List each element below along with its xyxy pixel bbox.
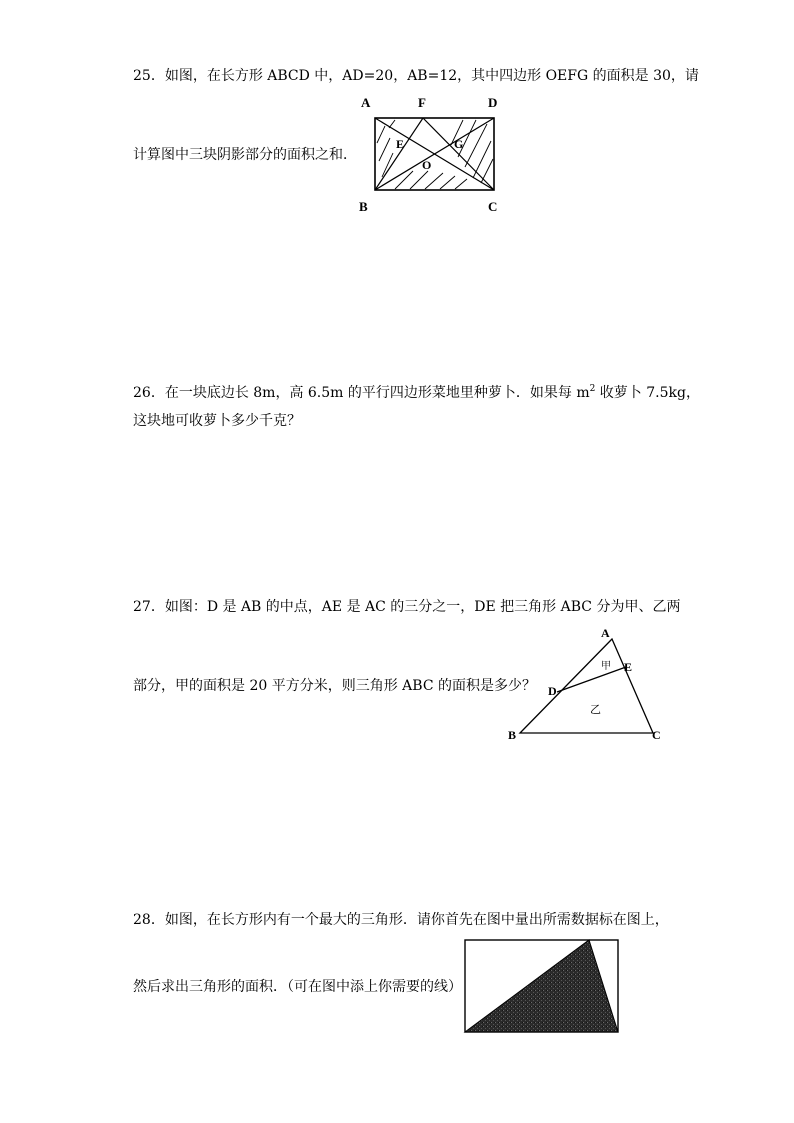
q28-line2: 然后求出三角形的面积．（可在图中添上你需要的线） [133,979,462,995]
q26-line1 [133,380,700,402]
q26-superscript: 2 [589,384,596,394]
q25-label-A: A [361,95,371,110]
q27-label-yi: 乙 [590,703,601,716]
q25-line2: 计算图中三块阴影部分的面积之和． [133,147,357,163]
q26-line1-tail: 收萝卜 7.5kg， [595,385,700,401]
q25-line1: 25．如图，在长方形 ABCD 中，AD=20，AB=12，其中四边形 OEFG 的面积是 30，请 [133,68,699,84]
q27-label-B: B [508,728,517,742]
q25-figure [355,93,498,214]
q26-line2: 这块地可收萝卜多少千克？ [133,413,301,429]
q27-line1: 27．如图：D 是 AB 的中点，AE 是 AC 的三分之一，DE 把三角形 ABC 分为甲、乙两 [133,599,681,615]
q25-label-E: E [396,137,405,151]
q27-label-C: C [652,728,661,742]
q27-label-D: D [548,684,557,698]
q26-line1-text: 26．在一块底边长 8m，高 6.5m 的平行四边形菜地里种萝卜．如果每 m [133,385,590,401]
q27-label-E: E [624,660,633,674]
q25-label-G: G [454,137,464,151]
q25-label-D: D [488,95,498,110]
q27-label-A: A [601,626,610,640]
q25-label-F: F [418,95,426,110]
q28-figure [463,938,623,1036]
q28-line1: 28．如图，在长方形内有一个最大的三角形．请你首先在图中量出所需数据标在图上， [133,912,669,928]
q27-figure [505,625,675,745]
q25-label-B: B [359,199,368,214]
q27-line2: 部分，甲的面积是 20 平方分米，则三角形 ABC 的面积是多少？ [133,678,536,694]
q25-label-O: O [422,158,432,172]
q25-label-C: C [488,199,498,214]
q27-label-jia: 甲 [601,661,611,672]
